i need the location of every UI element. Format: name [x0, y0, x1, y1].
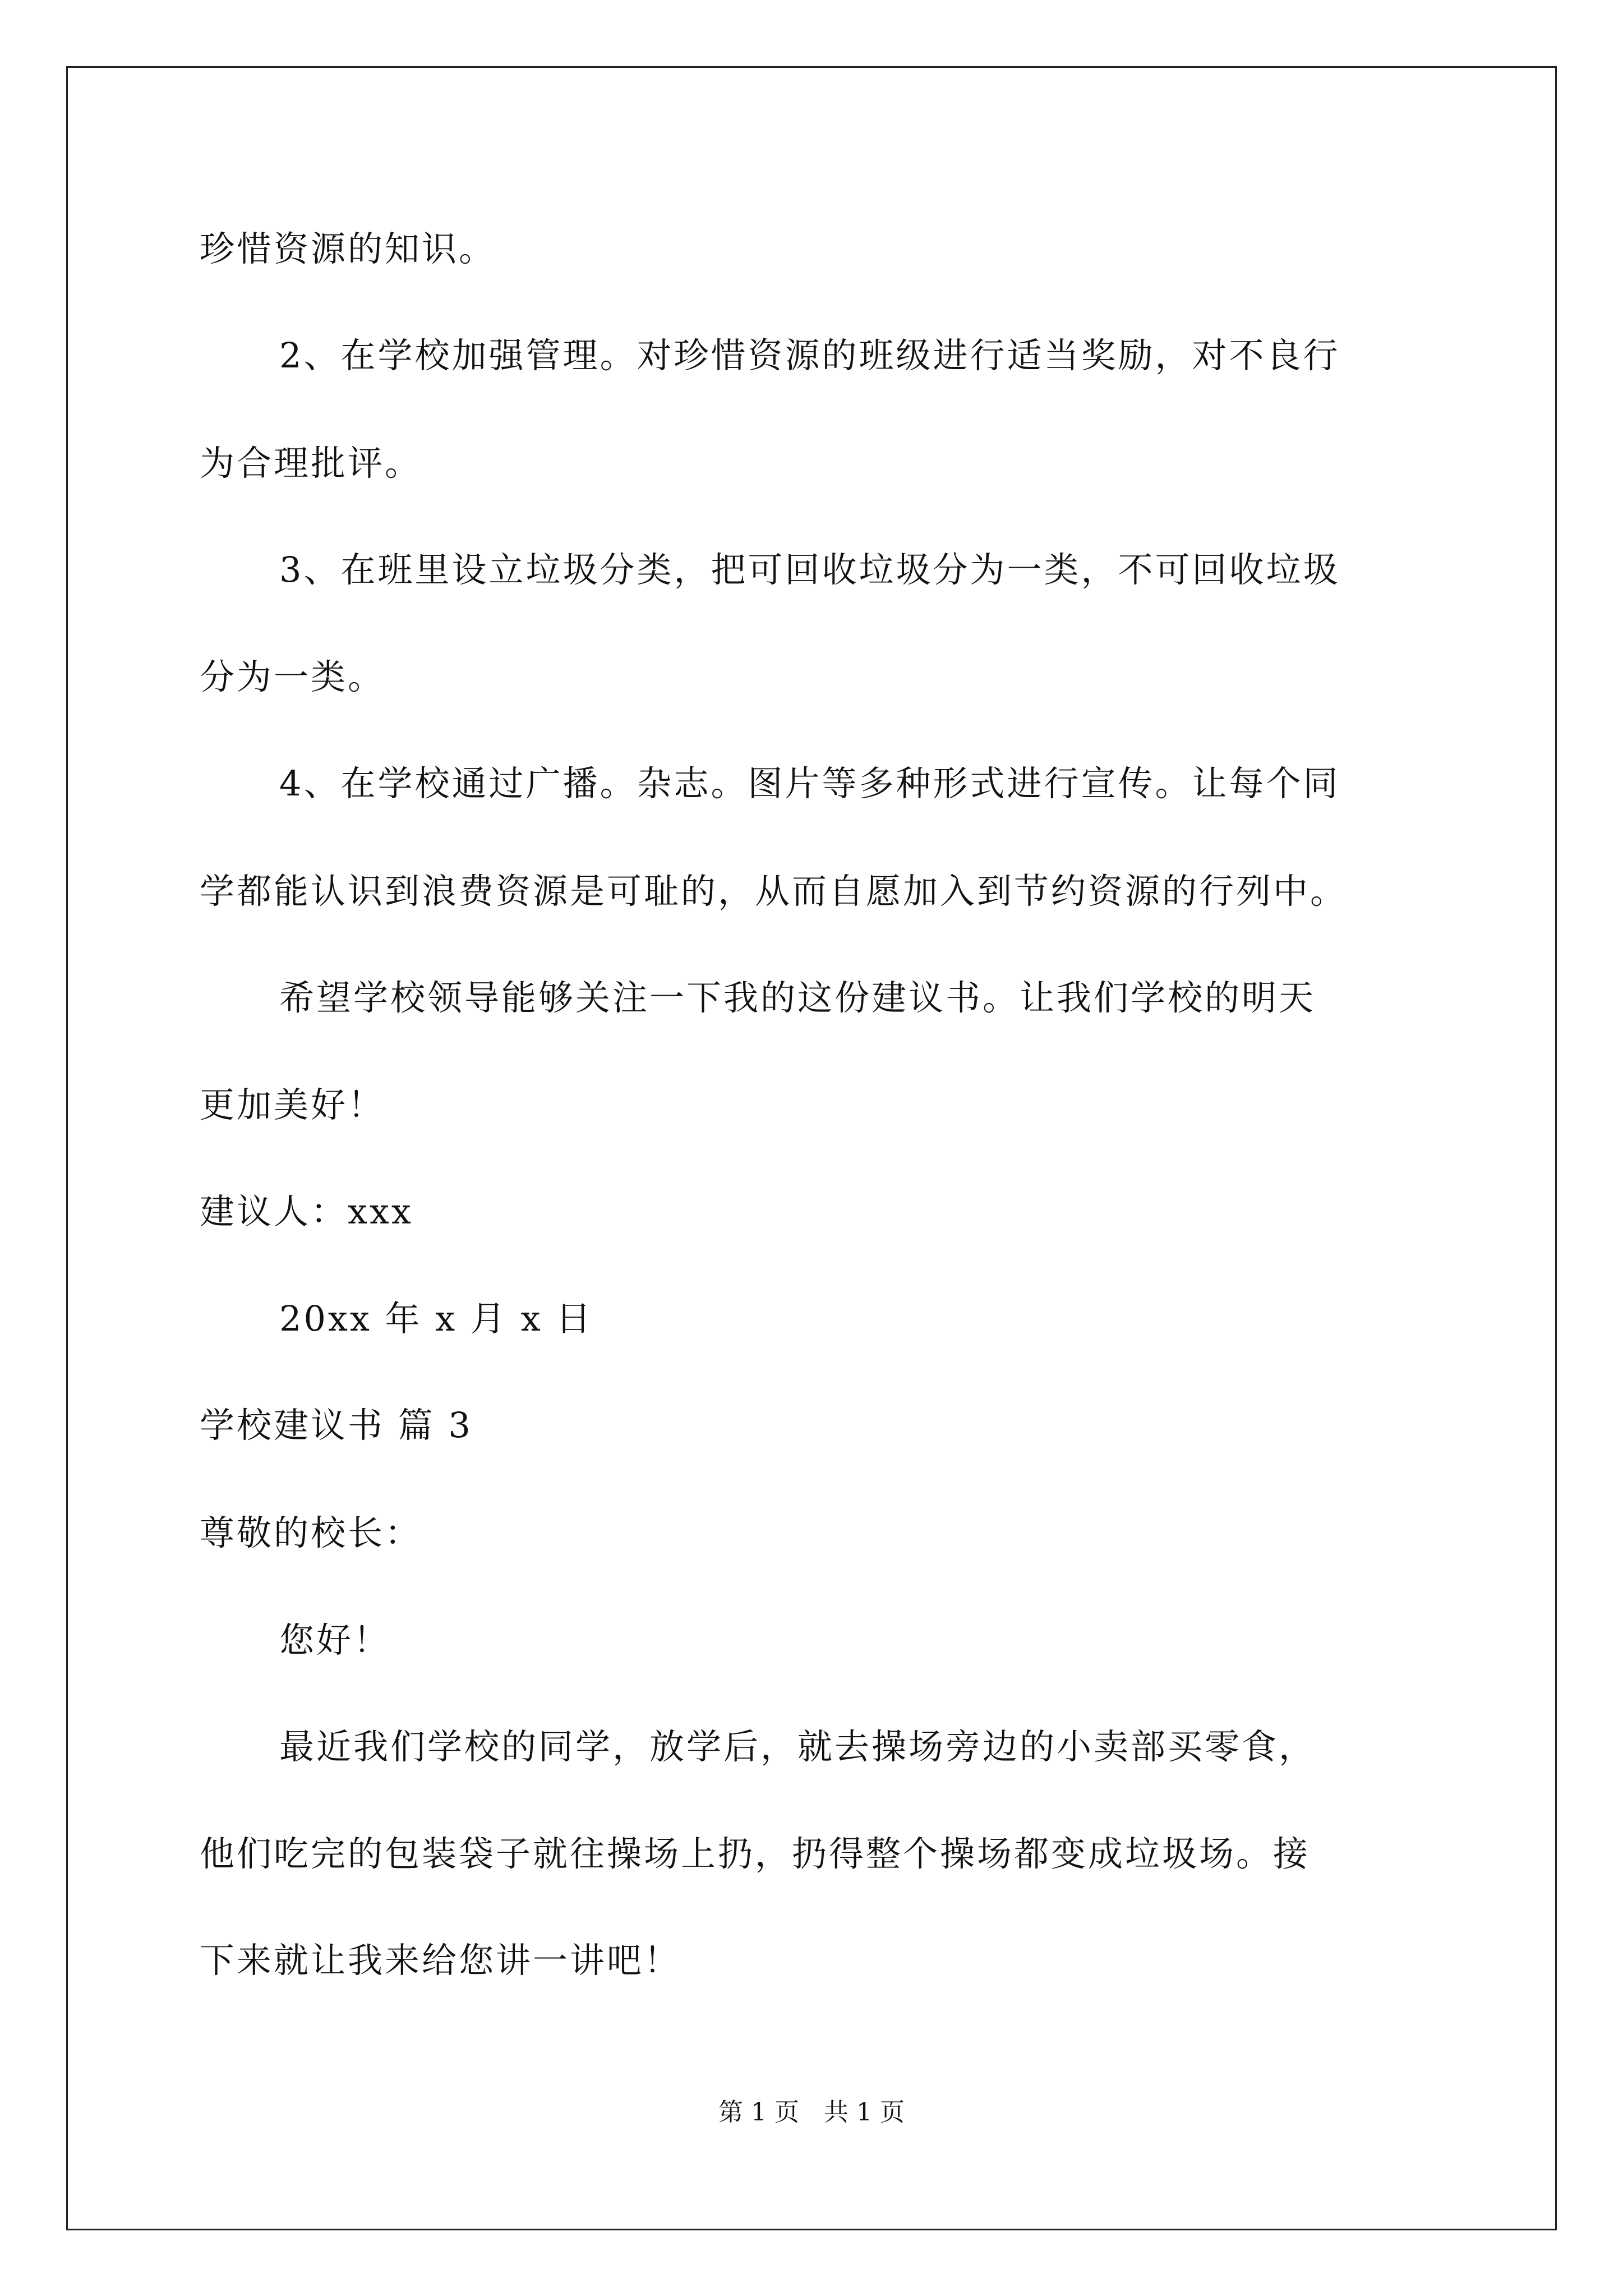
text-line-3: 为合理批评。	[200, 443, 422, 484]
signer-line: 建议人：xxx	[200, 1191, 413, 1232]
salutation: 尊敬的校长：	[200, 1512, 422, 1553]
text-line-15: 最近我们学校的同学，放学后，就去操场旁边的小卖部买零食，	[279, 1726, 1316, 1767]
text-line-8: 希望学校领导能够关注一下我的这份建议书。让我们学校的明天	[279, 977, 1316, 1018]
text-line-2: 2、在学校加强管理。对珍惜资源的班级进行适当奖励，对不良行	[279, 335, 1340, 376]
text-line-17: 下来就让我来给您讲一讲吧！	[200, 1940, 681, 1981]
text-line-6: 4、在学校通过广播。杂志。图片等多种形式进行宣传。让每个同	[279, 763, 1340, 804]
date-line: 20xx 年 x 月 x 日	[279, 1298, 593, 1339]
text-line-16: 他们吃完的包装袋子就往操场上扔，扔得整个操场都变成垃圾场。接	[200, 1833, 1311, 1874]
greeting: 您好！	[279, 1619, 391, 1660]
section-title: 学校建议书 篇 3	[200, 1405, 473, 1446]
text-line-1: 珍惜资源的知识。	[200, 228, 496, 269]
text-line-7: 学都能认识到浪费资源是可耻的，从而自愿加入到节约资源的行列中。	[200, 871, 1348, 912]
page-footer: 第 1 页 共 1 页	[718, 2098, 905, 2127]
text-line-4: 3、在班里设立垃圾分类，把可回收垃圾分为一类，不可回收垃圾	[279, 549, 1340, 590]
text-line-5: 分为一类。	[200, 656, 385, 697]
page-border	[66, 66, 1557, 2230]
text-line-9: 更加美好！	[200, 1084, 385, 1125]
